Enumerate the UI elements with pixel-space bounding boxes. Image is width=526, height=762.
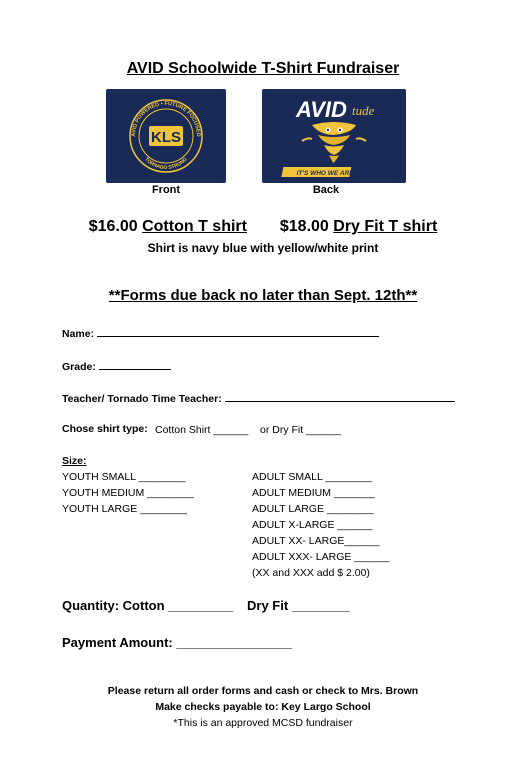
quantity-cotton[interactable]: Quantity: Cotton _________: [62, 598, 234, 613]
size-adult-xxlarge[interactable]: ADULT XX- LARGE______: [252, 535, 380, 547]
front-ring-bottom-text: TORNADO STRONG: [143, 156, 189, 172]
payment-amount[interactable]: Payment Amount: ________________: [62, 635, 293, 650]
back-caption: Back: [312, 184, 340, 196]
grade-label: Grade:: [62, 361, 96, 373]
size-surcharge-note: (XX and XXX add $ 2.00): [252, 567, 370, 579]
size-label: Size:: [62, 455, 87, 467]
avidtude-logo-icon: [262, 89, 406, 183]
shirt-description: Shirt is navy blue with yellow/white print: [147, 241, 379, 255]
name-label: Name:: [62, 328, 95, 340]
size-adult-xxxlarge[interactable]: ADULT XXX- LARGE ______: [252, 551, 390, 563]
shirt-type-label: Chose shirt type:: [62, 423, 148, 435]
front-ring-top-text: AVID POWERED • FUTURE FOCUSED: [130, 101, 202, 137]
footer-return-instructions: Please return all order forms and cash or check to Mrs. Brown: [107, 685, 419, 697]
footer-approval-note: *This is an approved MCSD fundraiser: [173, 717, 353, 729]
dryfit-option[interactable]: or Dry Fit ______: [260, 424, 342, 436]
name-line[interactable]: [97, 326, 379, 337]
size-youth-medium[interactable]: YOUTH MEDIUM ________: [62, 487, 194, 499]
quantity-dryfit[interactable]: Dry Fit ________: [247, 598, 350, 613]
cotton-price: $16.00: [88, 218, 138, 235]
dryfit-price: $18.00: [279, 218, 329, 235]
size-adult-xlarge[interactable]: ADULT X-LARGE ______: [252, 519, 373, 531]
due-notice: **Forms due back no later than Sept. 12th**: [108, 287, 418, 304]
front-shirt-image: [106, 89, 226, 183]
size-adult-medium[interactable]: ADULT MEDIUM _______: [252, 487, 375, 499]
shirt-type-field: [62, 423, 148, 435]
page-title: AVID Schoolwide T-Shirt Fundraiser: [126, 60, 400, 77]
size-adult-small[interactable]: ADULT SMALL ________: [252, 471, 373, 483]
size-adult-large[interactable]: ADULT LARGE ________: [252, 503, 374, 515]
grade-line[interactable]: [99, 359, 171, 370]
teacher-field[interactable]: [62, 391, 455, 405]
size-youth-large[interactable]: YOUTH LARGE ________: [62, 503, 187, 515]
back-brand-suffix: tude: [352, 103, 375, 118]
cotton-label: Cotton T shirt: [142, 218, 247, 235]
teacher-label: Teacher/ Tornado Time Teacher:: [62, 393, 222, 405]
cotton-option[interactable]: Cotton Shirt ______: [155, 424, 249, 436]
back-shirt-image: [262, 89, 406, 183]
back-brand-text: AVID: [296, 97, 347, 122]
footer-payable-to: Make checks payable to: Key Largo School: [155, 701, 371, 713]
front-caption: Front: [151, 184, 181, 196]
front-logo-text: KLS: [151, 129, 181, 146]
teacher-line[interactable]: [225, 391, 455, 402]
price-line: [0, 218, 526, 236]
tornado-mascot-icon: [302, 122, 366, 163]
name-field[interactable]: [62, 326, 379, 340]
back-tagline-text: IT'S WHO WE ARE.: [296, 170, 356, 177]
kls-logo-icon: [106, 89, 226, 183]
grade-field[interactable]: [62, 359, 171, 373]
dryfit-label: Dry Fit T shirt: [333, 218, 438, 235]
size-youth-small[interactable]: YOUTH SMALL ________: [62, 471, 186, 483]
